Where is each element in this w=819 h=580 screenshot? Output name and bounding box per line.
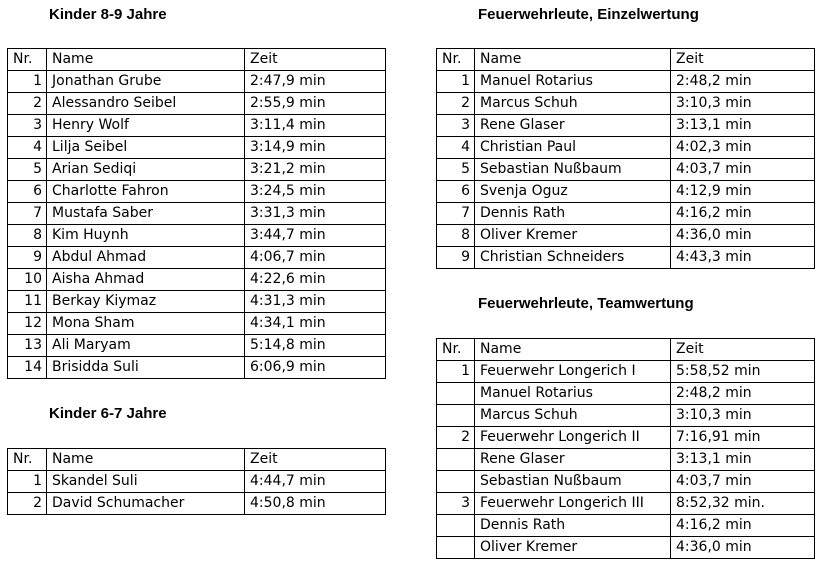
table-row: [437, 471, 815, 493]
cell-name: Henry Wolf: [47, 115, 245, 137]
cell-nr: 2: [437, 427, 475, 449]
column-header-nr: Nr.: [8, 449, 47, 471]
table-row: [437, 515, 815, 537]
table-row: [8, 335, 386, 357]
table-row: [8, 203, 386, 225]
cell-name: Feuerwehr Longerich I: [475, 361, 671, 383]
table-row: [8, 181, 386, 203]
table-row: [437, 383, 815, 405]
table-row: [8, 493, 386, 515]
table-row: [437, 449, 815, 471]
table-row: [8, 313, 386, 335]
cell-zeit: 2:48,2 min: [671, 383, 815, 405]
cell-zeit: 3:11,4 min: [245, 115, 386, 137]
table-header-row: [437, 339, 815, 361]
table-row: [8, 247, 386, 269]
table-row: [437, 203, 815, 225]
cell-name: Arian Sediqi: [47, 159, 245, 181]
cell-name: Feuerwehr Longerich II: [475, 427, 671, 449]
cell-nr: 11: [8, 291, 47, 313]
cell-nr: 9: [8, 247, 47, 269]
cell-name: Dennis Rath: [475, 515, 671, 537]
heading-kinder-6-7: Kinder 6-7 Jahre: [49, 405, 167, 422]
cell-nr: [437, 405, 475, 427]
cell-name: Svenja Oguz: [475, 181, 671, 203]
table-row: [437, 427, 815, 449]
cell-name: Alessandro Seibel: [47, 93, 245, 115]
table-einzelwertung: [436, 48, 815, 269]
table-row: [437, 115, 815, 137]
cell-name: Manuel Rotarius: [475, 383, 671, 405]
cell-nr: 5: [8, 159, 47, 181]
cell-nr: 1: [437, 361, 475, 383]
cell-zeit: 4:43,3 min: [671, 247, 815, 269]
cell-name: Marcus Schuh: [475, 93, 671, 115]
cell-nr: [437, 515, 475, 537]
cell-name: Rene Glaser: [475, 449, 671, 471]
column-header-zeit: Zeit: [245, 449, 386, 471]
cell-name: Charlotte Fahron: [47, 181, 245, 203]
cell-name: Christian Schneiders: [475, 247, 671, 269]
cell-zeit: 4:36,0 min: [671, 225, 815, 247]
cell-zeit: 6:06,9 min: [245, 357, 386, 379]
column-header-zeit: Zeit: [245, 49, 386, 71]
column-header-name: Name: [475, 49, 671, 71]
cell-zeit: 4:12,9 min: [671, 181, 815, 203]
cell-zeit: 3:13,1 min: [671, 115, 815, 137]
column-header-nr: Nr.: [437, 49, 475, 71]
table-row: [437, 137, 815, 159]
cell-zeit: 4:44,7 min: [245, 471, 386, 493]
column-header-zeit: Zeit: [671, 339, 815, 361]
cell-name: Christian Paul: [475, 137, 671, 159]
cell-name: Brisidda Suli: [47, 357, 245, 379]
cell-name: Jonathan Grube: [47, 71, 245, 93]
cell-nr: 2: [437, 93, 475, 115]
column-header-name: Name: [47, 449, 245, 471]
cell-zeit: 7:16,91 min: [671, 427, 815, 449]
cell-nr: 6: [437, 181, 475, 203]
cell-zeit: 3:44,7 min: [245, 225, 386, 247]
table-row: [437, 181, 815, 203]
cell-nr: 3: [437, 493, 475, 515]
cell-name: Manuel Rotarius: [475, 71, 671, 93]
cell-zeit: 3:21,2 min: [245, 159, 386, 181]
cell-zeit: 3:13,1 min: [671, 449, 815, 471]
cell-nr: 7: [437, 203, 475, 225]
cell-zeit: 4:02,3 min: [671, 137, 815, 159]
column-header-nr: Nr.: [8, 49, 47, 71]
cell-nr: 12: [8, 313, 47, 335]
cell-name: Ali Maryam: [47, 335, 245, 357]
cell-zeit: 3:14,9 min: [245, 137, 386, 159]
table-row: [8, 269, 386, 291]
column-header-name: Name: [47, 49, 245, 71]
table-row: [437, 93, 815, 115]
cell-nr: 13: [8, 335, 47, 357]
cell-zeit: 3:10,3 min: [671, 93, 815, 115]
cell-nr: 2: [8, 493, 47, 515]
cell-nr: 4: [437, 137, 475, 159]
cell-name: Kim Huynh: [47, 225, 245, 247]
table-row: [8, 93, 386, 115]
cell-nr: [437, 449, 475, 471]
cell-zeit: 4:03,7 min: [671, 471, 815, 493]
column-header-zeit: Zeit: [671, 49, 815, 71]
cell-zeit: 2:48,2 min: [671, 71, 815, 93]
table-header-row: [8, 49, 386, 71]
cell-name: Abdul Ahmad: [47, 247, 245, 269]
table-row: [437, 537, 815, 559]
table-kinder-6-7: [7, 448, 386, 515]
table-row: [8, 471, 386, 493]
table-row: [8, 71, 386, 93]
cell-nr: 7: [8, 203, 47, 225]
table-row: [8, 357, 386, 379]
cell-name: Rene Glaser: [475, 115, 671, 137]
cell-zeit: 4:50,8 min: [245, 493, 386, 515]
column-header-name: Name: [475, 339, 671, 361]
cell-name: Dennis Rath: [475, 203, 671, 225]
cell-name: Sebastian Nußbaum: [475, 159, 671, 181]
cell-nr: [437, 537, 475, 559]
table-row: [437, 405, 815, 427]
cell-zeit: 4:36,0 min: [671, 537, 815, 559]
cell-zeit: 4:22,6 min: [245, 269, 386, 291]
cell-name: Mustafa Saber: [47, 203, 245, 225]
cell-nr: 8: [8, 225, 47, 247]
heading-kinder-8-9: Kinder 8-9 Jahre: [49, 6, 167, 23]
cell-zeit: 4:34,1 min: [245, 313, 386, 335]
cell-zeit: 3:31,3 min: [245, 203, 386, 225]
cell-zeit: 5:58,52 min: [671, 361, 815, 383]
cell-zeit: 5:14,8 min: [245, 335, 386, 357]
cell-nr: 1: [8, 471, 47, 493]
cell-nr: [437, 383, 475, 405]
cell-zeit: 4:16,2 min: [671, 515, 815, 537]
cell-nr: 3: [437, 115, 475, 137]
cell-zeit: 8:52,32 min.: [671, 493, 815, 515]
cell-nr: 10: [8, 269, 47, 291]
heading-teamwertung: Feuerwehrleute, Teamwertung: [478, 295, 694, 312]
cell-nr: 6: [8, 181, 47, 203]
cell-name: Oliver Kremer: [475, 225, 671, 247]
table-row: [8, 159, 386, 181]
table-row: [437, 71, 815, 93]
table-row: [8, 225, 386, 247]
cell-nr: 9: [437, 247, 475, 269]
cell-nr: 1: [437, 71, 475, 93]
cell-name: Lilja Seibel: [47, 137, 245, 159]
cell-nr: [437, 471, 475, 493]
cell-zeit: 2:47,9 min: [245, 71, 386, 93]
cell-zeit: 4:31,3 min: [245, 291, 386, 313]
cell-nr: 3: [8, 115, 47, 137]
table-row: [437, 225, 815, 247]
cell-zeit: 3:10,3 min: [671, 405, 815, 427]
cell-name: Sebastian Nußbaum: [475, 471, 671, 493]
cell-nr: 14: [8, 357, 47, 379]
cell-zeit: 3:24,5 min: [245, 181, 386, 203]
cell-nr: 8: [437, 225, 475, 247]
table-header-row: [437, 49, 815, 71]
cell-name: Berkay Kiymaz: [47, 291, 245, 313]
table-header-row: [8, 449, 386, 471]
table-kinder-8-9: [7, 48, 386, 379]
cell-zeit: 4:16,2 min: [671, 203, 815, 225]
cell-zeit: 4:06,7 min: [245, 247, 386, 269]
table-row: [437, 159, 815, 181]
cell-name: Feuerwehr Longerich III: [475, 493, 671, 515]
table-row: [8, 291, 386, 313]
column-header-nr: Nr.: [437, 339, 475, 361]
table-row: [8, 137, 386, 159]
table-row: [8, 115, 386, 137]
table-row: [437, 361, 815, 383]
cell-name: David Schumacher: [47, 493, 245, 515]
cell-zeit: 4:03,7 min: [671, 159, 815, 181]
cell-nr: 5: [437, 159, 475, 181]
cell-name: Mona Sham: [47, 313, 245, 335]
cell-name: Oliver Kremer: [475, 537, 671, 559]
cell-nr: 1: [8, 71, 47, 93]
table-teamwertung: [436, 338, 815, 559]
cell-name: Aisha Ahmad: [47, 269, 245, 291]
table-row: [437, 247, 815, 269]
cell-nr: 2: [8, 93, 47, 115]
cell-name: Marcus Schuh: [475, 405, 671, 427]
cell-name: Skandel Suli: [47, 471, 245, 493]
table-row: [437, 493, 815, 515]
cell-zeit: 2:55,9 min: [245, 93, 386, 115]
cell-nr: 4: [8, 137, 47, 159]
heading-einzelwertung: Feuerwehrleute, Einzelwertung: [478, 6, 699, 23]
